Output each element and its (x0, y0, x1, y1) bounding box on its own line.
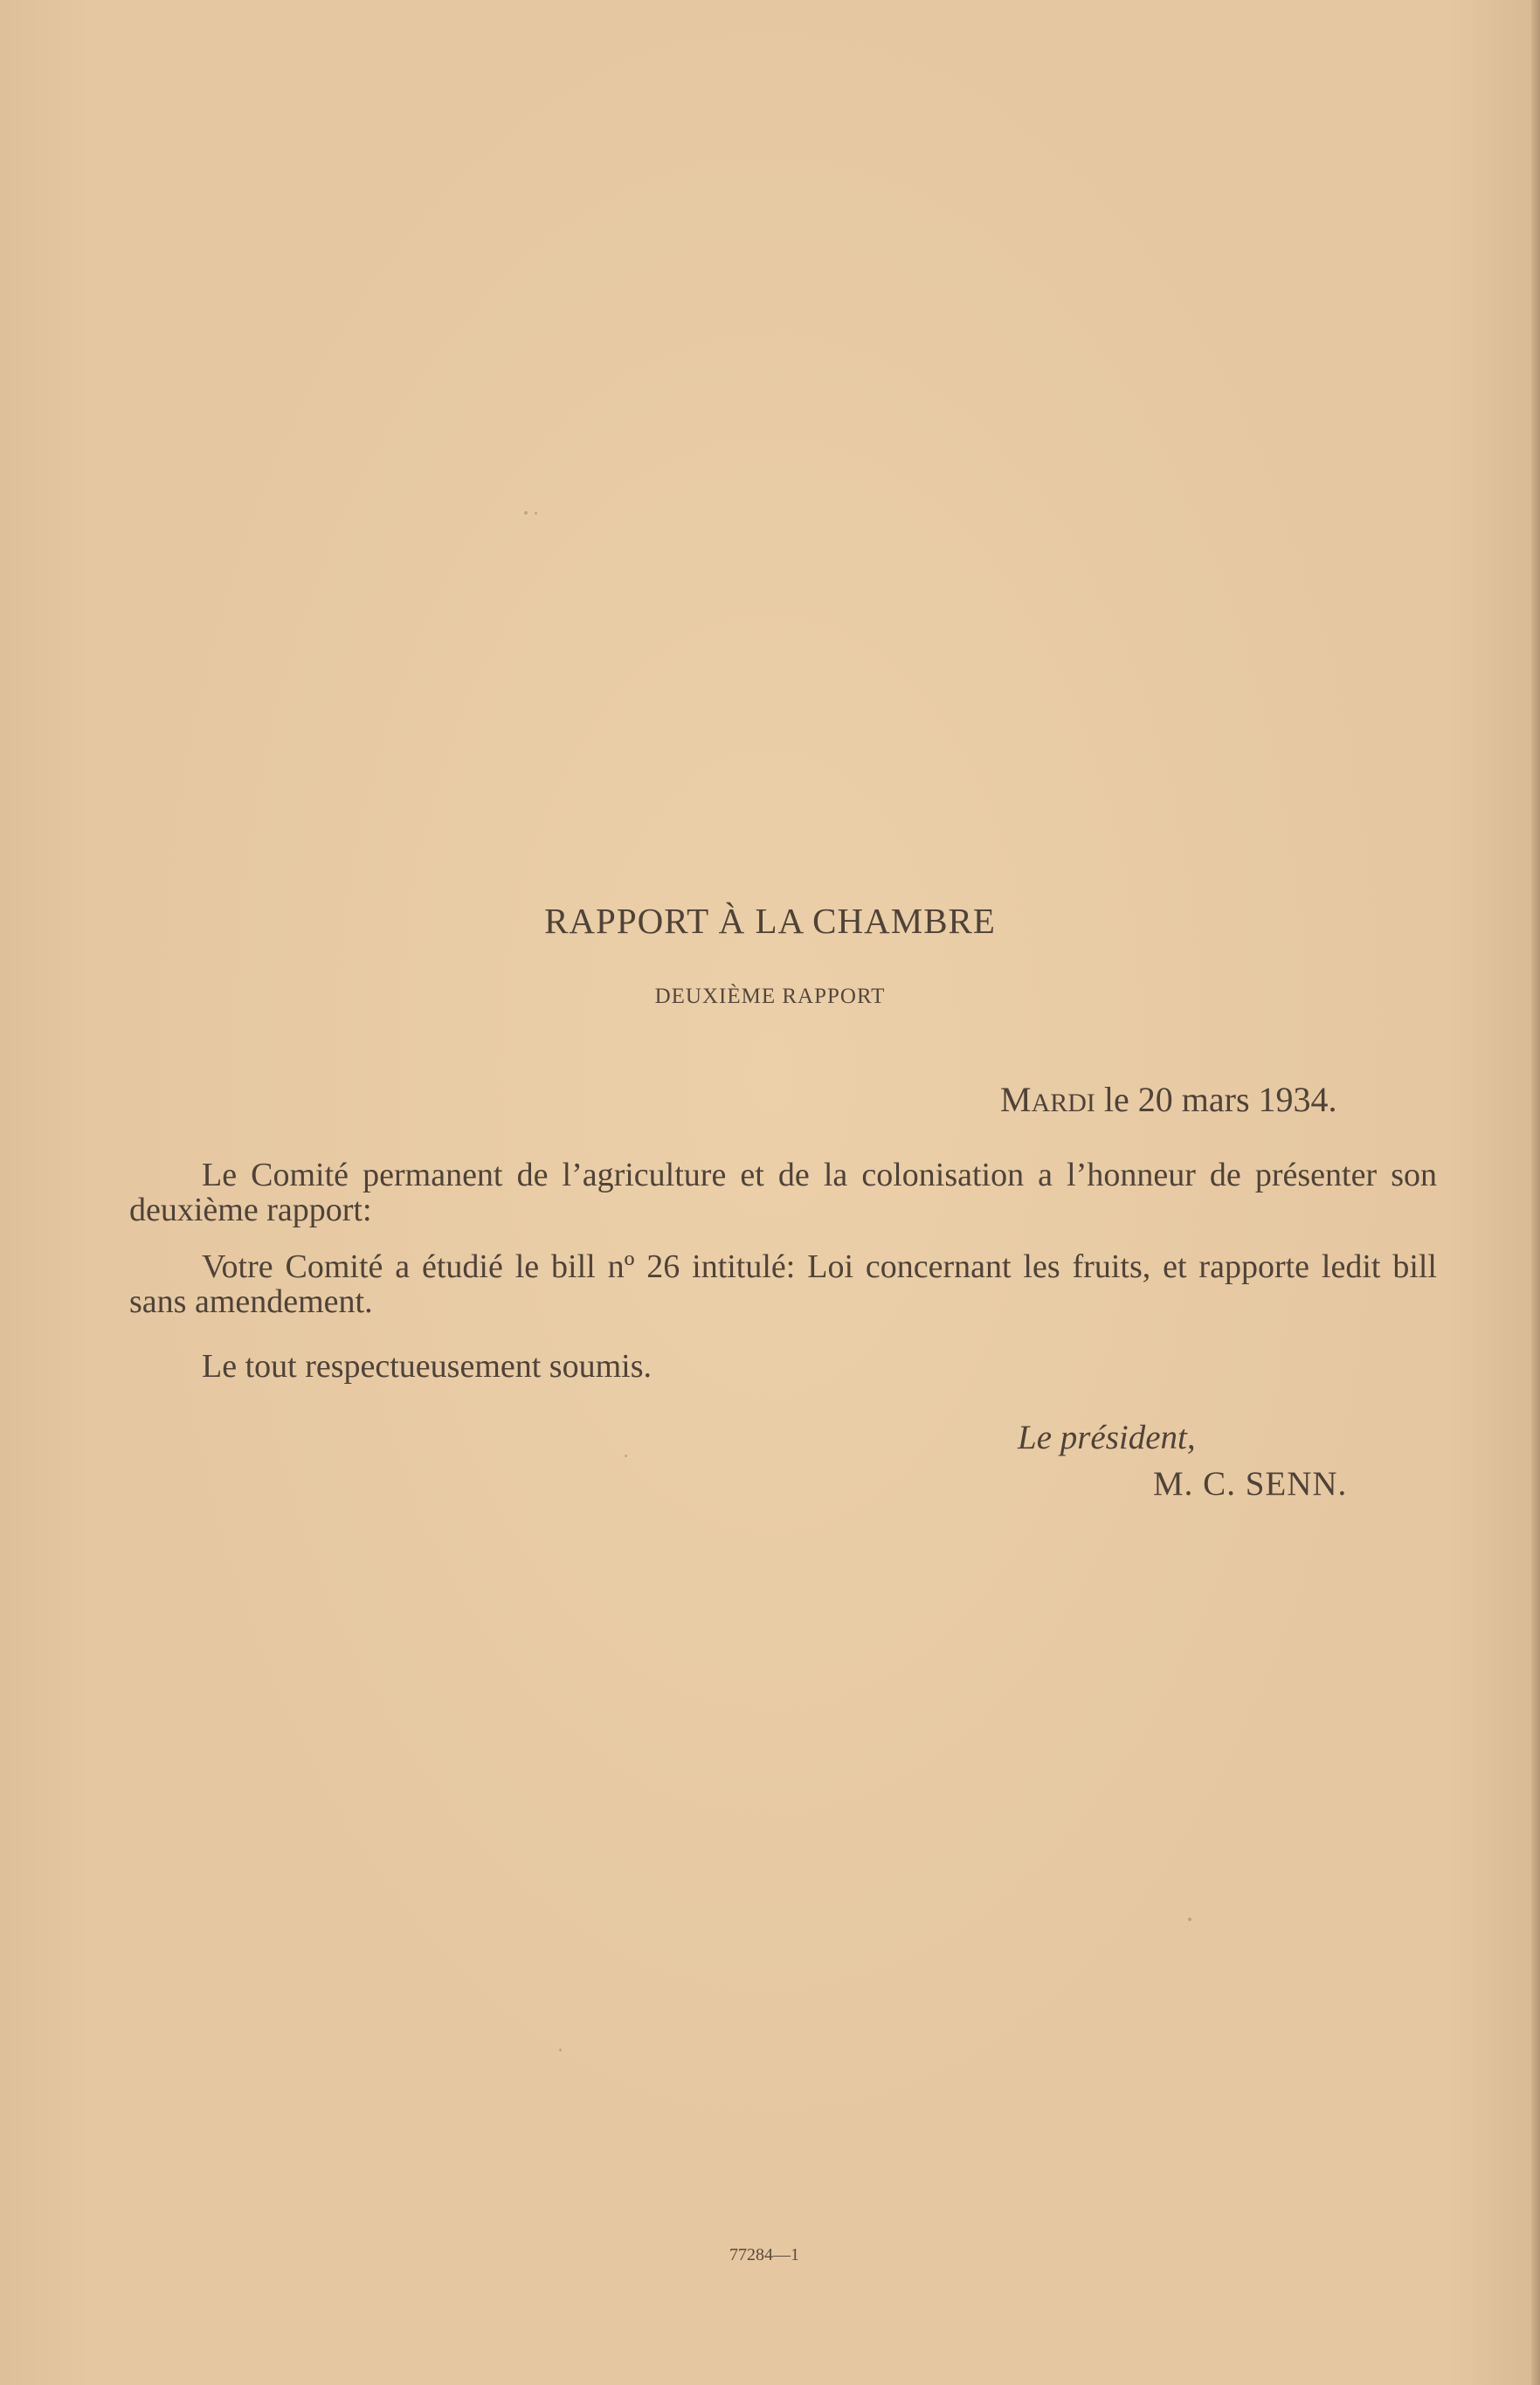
document-subtitle: DEUXIÈME RAPPORT (654, 985, 886, 1008)
paper-speck (535, 512, 537, 515)
signature-title: Le président, (1018, 1419, 1196, 1456)
date-day-initial: M (1000, 1080, 1032, 1119)
paragraph-text: Le Comité permanent de l’agriculture et de la colonisation a l’honneur de présenter son deuxième rapport: (129, 1157, 1437, 1228)
date-rest: le 20 mars 1934. (1095, 1080, 1337, 1119)
paragraph-1 (129, 1158, 1437, 1227)
signature-name: M. C. SENN. (1153, 1465, 1348, 1503)
date-line (1000, 1079, 1337, 1120)
paragraph-text: Votre Comité a étudié le bill nº 26 intitulé: Loi concernant les fruits, et rapporte ledit bill sans amendement. (129, 1248, 1437, 1320)
paragraph-2 (129, 1249, 1437, 1319)
date-day-rest: ARDI (1031, 1089, 1095, 1117)
paper-speck (559, 2049, 562, 2051)
paper-speck (625, 1455, 627, 1457)
paragraph-text: Le tout respectueusement soumis. (202, 1348, 652, 1385)
footer-code: 77284—1 (729, 2245, 799, 2264)
document-title: RAPPORT À LA CHAMBRE (544, 901, 996, 941)
page-edge (1531, 0, 1540, 2385)
paper-speck (1188, 1918, 1191, 1921)
paper-speck (524, 511, 528, 515)
paragraph-3 (129, 1349, 1437, 1384)
